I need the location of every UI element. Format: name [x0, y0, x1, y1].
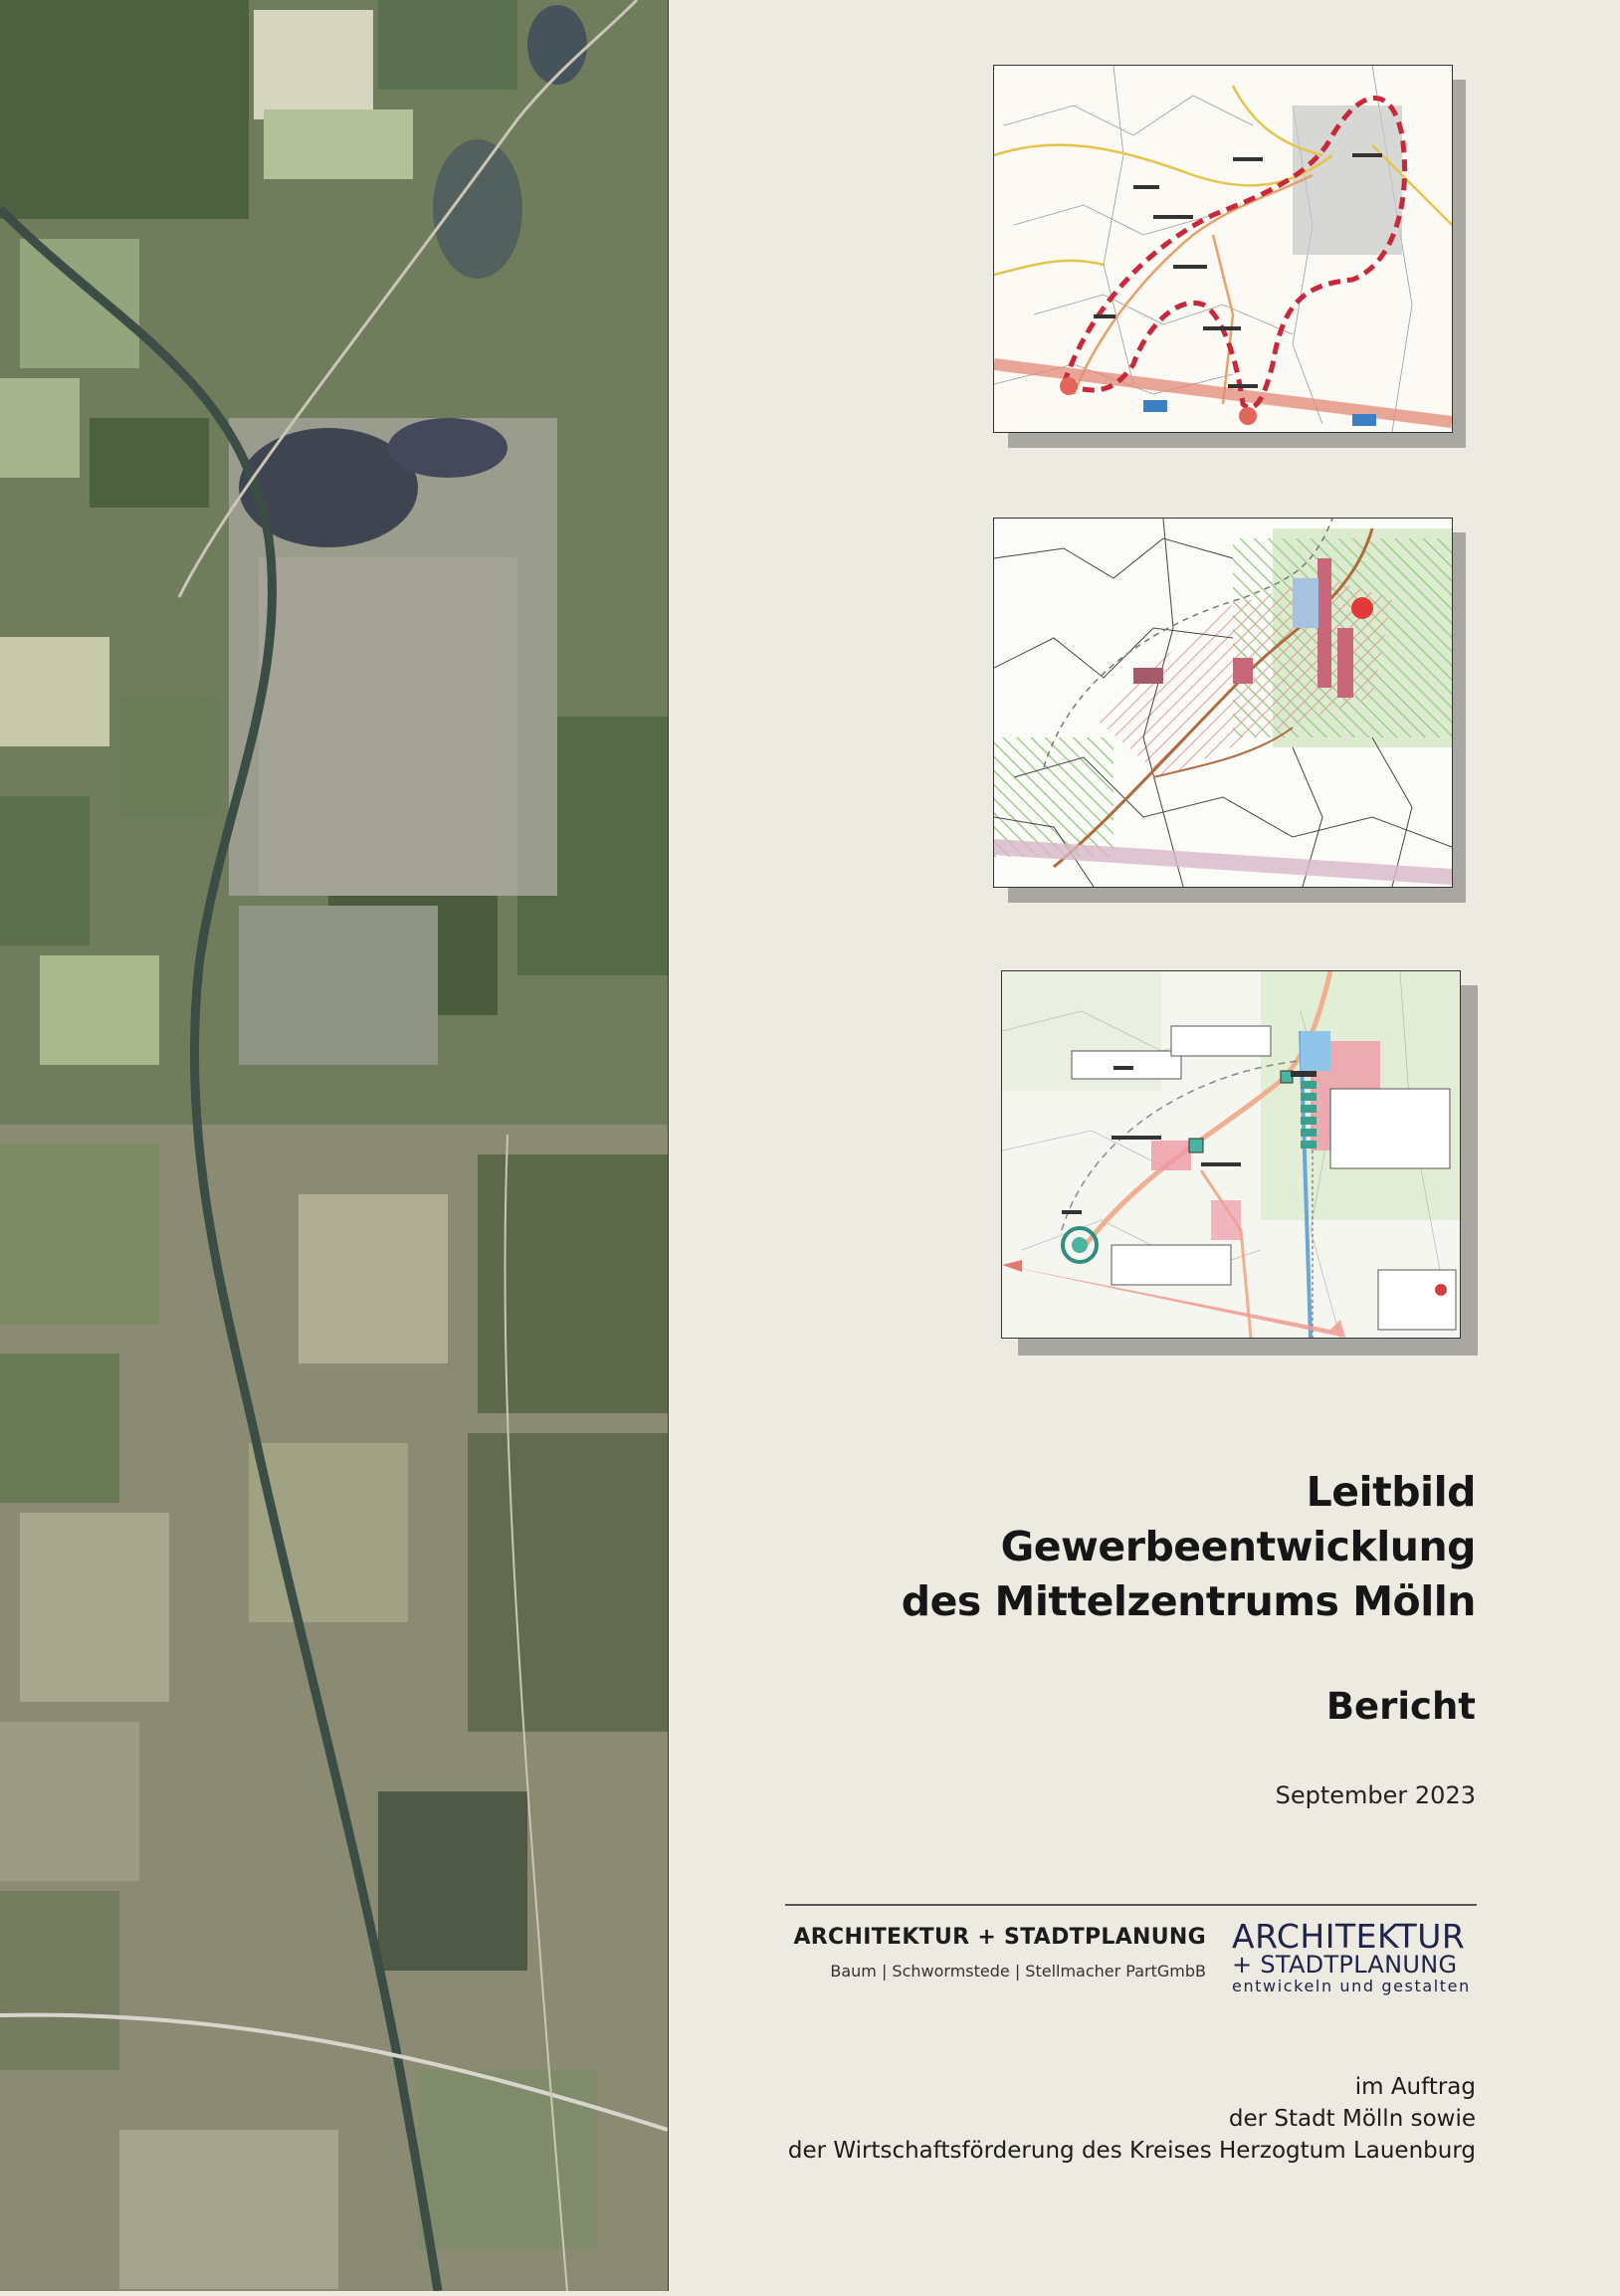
client-line-2: der Stadt Mölln sowie — [1228, 2106, 1476, 2132]
logo-line-1: ARCHITEKTUR — [1232, 1917, 1466, 1956]
publication-date: September 2023 — [1275, 1781, 1476, 1809]
logo-tagline: entwickeln und gestalten — [1232, 1977, 1471, 1995]
logo-line-2: + STADTPLANUNG — [1232, 1951, 1458, 1979]
firm-name: ARCHITEKTUR + STADTPLANUNG — [793, 1925, 1206, 1950]
land-use-map-icon — [994, 519, 1452, 887]
title-line-3: des Mittelzentrums Mölln — [901, 1577, 1476, 1625]
divider-line — [785, 1904, 1477, 1906]
location-map-icon — [994, 66, 1452, 432]
aerial-photo — [0, 0, 669, 2291]
firm-logo — [1232, 1917, 1481, 1996]
title-line-2: Gewerbeentwicklung — [1000, 1523, 1476, 1570]
client-line-3: der Wirtschaftsförderung des Kreises Herzogtum Lauenburg — [787, 2138, 1476, 2164]
client-line-1: im Auftrag — [1354, 2074, 1476, 2100]
document-type: Bericht — [1325, 1685, 1476, 1728]
firm-partners: Baum | Schwormstede | Stellmacher PartGmbB — [830, 1962, 1206, 1981]
title-line-1: Leitbild — [1306, 1468, 1476, 1516]
concept-map-icon — [1002, 971, 1460, 1338]
client-block — [788, 2071, 1476, 2167]
document-title — [739, 1465, 1476, 1629]
